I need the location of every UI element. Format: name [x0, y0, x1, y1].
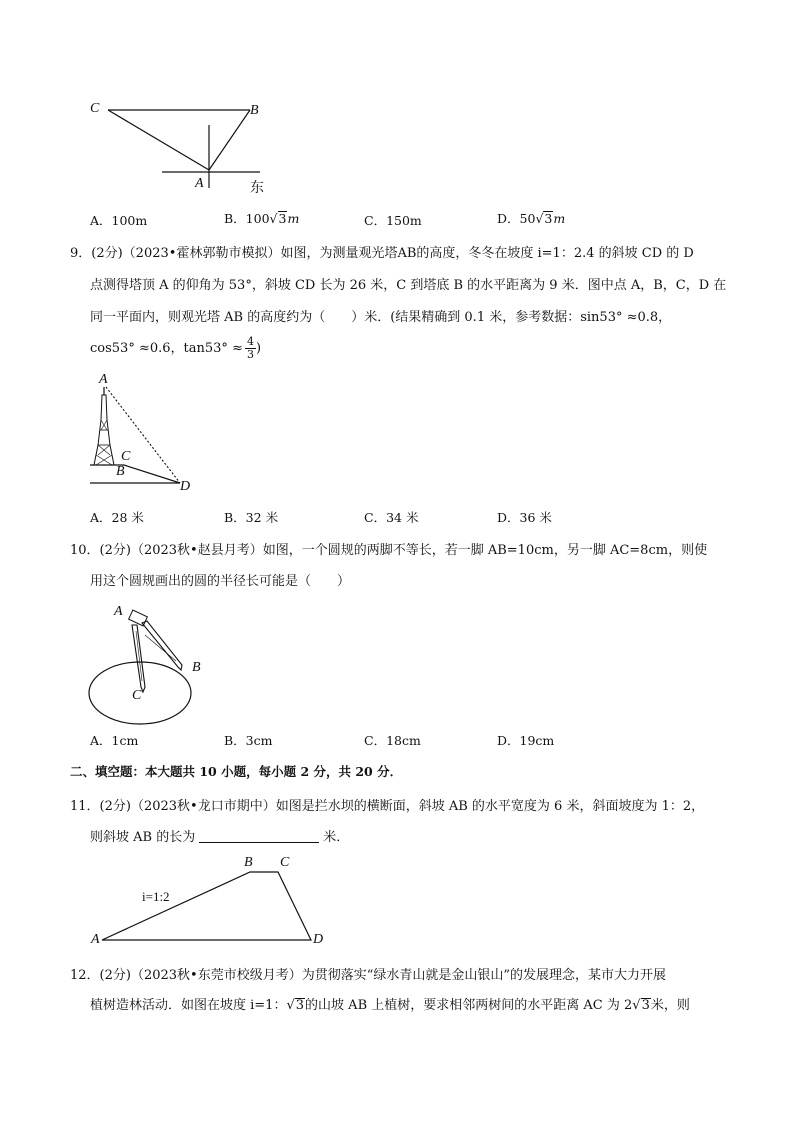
sqrt-symbol: √ [632, 998, 641, 1013]
q10-label-c: C [132, 688, 142, 703]
q9-option-b: B．32 米 [224, 510, 279, 525]
q9-line-4: cos53° ≈0.6，tan53° ≈ $\frac{4}{3}$ ) [90, 335, 262, 361]
q9-option-a: A．28 米 [90, 510, 144, 525]
q11-label-a: A [91, 932, 100, 947]
q11-label-b: B [244, 855, 253, 870]
sqrt-symbol: √ [535, 211, 544, 226]
q11-label-c: C [280, 855, 290, 870]
q11-slope-label: i=1:2 [142, 889, 170, 904]
q12-line-2: 植树造林活动．如图在坡度 i=1：√3的山坡 AB 上植树，要求相邻两树间的水平距离 AC 为 2√3米，则 [90, 998, 690, 1013]
q11-line-2: 则斜坡 AB 的长为 米． [90, 830, 350, 845]
q9-line-3: 同一平面内，则观光塔 AB 的高度约为（ ）米．(结果精确到 0.1 米，参考数据：sin53° ≈0.8， [90, 310, 672, 325]
q9-label-b: B [116, 464, 125, 479]
q8-option-b: B．100√3m [224, 211, 300, 226]
q9-option-d: D．36 米 [497, 510, 552, 525]
q8-option-c: C．150m [364, 213, 422, 228]
q11-figure [95, 860, 335, 950]
q8-option-d: D．50√3m [497, 211, 566, 226]
q9-line-2: 点测得塔顶 A 的仰角为 53°，斜坡 CD 长为 26 米，C 到塔底 B 的水平距离为 9 米．图中点 A，B，C，D 在 [90, 278, 727, 293]
sqrt-symbol: √ [286, 998, 295, 1013]
q10-line-2: 用这个圆规画出的圆的半径长可能是（ ） [90, 574, 351, 589]
q10-option-b: B．3cm [224, 733, 273, 748]
q11-label-d: D [313, 932, 324, 947]
q10-line-1: 10．(2分)（2023秋•赵县月考）如图，一个圆规的两脚不等长，若一脚 AB=10cm，另一脚 AC=8cm，则使 [70, 543, 708, 558]
q9-label-d: D [180, 479, 191, 494]
q8-label-b: B [250, 103, 259, 118]
q10-option-d: D．19cm [497, 733, 555, 748]
q10-option-a: A．1cm [90, 733, 139, 748]
q8-label-east: 东 [250, 180, 264, 196]
q10-option-c: C．18cm [364, 733, 421, 748]
section-heading: 二、填空题：本大题共 10 小题，每小题 2 分，共 20 分． [70, 764, 403, 779]
q9-label-a: A [99, 372, 108, 387]
q10-label-a: A [114, 604, 123, 619]
q9-label-c: C [121, 449, 131, 464]
q11-line-1: 11．(2分)（2023秋•龙口市期中）如图是拦水坝的横断面，斜坡 AB 的水平宽度为 6 米，斜面坡度为 1：2， [70, 799, 705, 814]
q9-figure [88, 375, 198, 490]
q8-label-c: C [90, 101, 100, 116]
q8-option-a: A．100m [90, 213, 148, 228]
q10-label-b: B [192, 660, 201, 675]
q9-line-1: 9．(2分)（2023•霍林郭勒市模拟）如图，为测量观光塔AB的高度，冬冬在坡度 i=1：2.4 的斜坡 CD 的 D [70, 246, 694, 261]
q9-option-c: C．34 米 [364, 510, 419, 525]
sqrt-symbol: √ [269, 211, 278, 226]
q8-label-a: A [195, 176, 204, 191]
q12-line-1: 12．(2分)（2023秋•东莞市校级月考）为贯彻落实“绿水青山就是金山银山”的发展理念，某市大力开展 [70, 968, 667, 983]
answer-blank[interactable] [199, 830, 319, 843]
fraction: $\frac{4}{3}$ [246, 335, 254, 361]
